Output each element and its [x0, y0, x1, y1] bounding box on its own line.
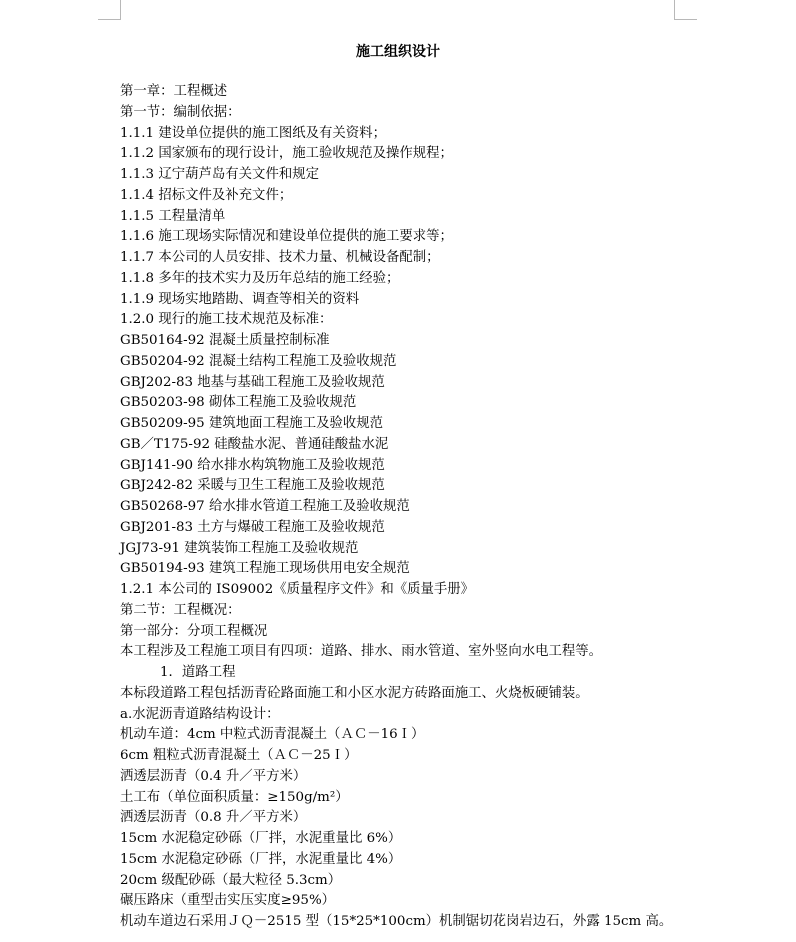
- standard-item: GBJ202-83 地基与基础工程施工及验收规范: [120, 374, 385, 390]
- paragraph: 本标段道路工程包括沥青砼路面施工和小区水泥方砖路面施工、火烧板硬铺装。: [120, 685, 589, 701]
- subsection-heading: 1．道路工程: [160, 665, 236, 680]
- basis-item: 1.1.1 建设单位提供的施工图纸及有关资料；: [120, 125, 386, 141]
- standard-item: GB50209-95 建筑地面工程施工及验收规范: [120, 416, 384, 431]
- section-heading: 第二节：工程概况：: [120, 602, 241, 618]
- paragraph: 本工程涉及工程施工项目有四项：道路、排水、雨水管道、室外竖向水电工程等。: [120, 644, 603, 660]
- standard-item: GB50203-98 砌体工程施工及验收规范: [120, 395, 357, 411]
- structure-layer: 土工布（单位面积质量：≥150g/m²）: [120, 789, 349, 805]
- structure-heading: a.水泥沥青道路结构设计：: [120, 706, 280, 722]
- basis-item: 1.1.2 国家颁布的现行设计，施工验收规范及操作规程；: [120, 146, 453, 162]
- basis-item: 1.1.9 现场实地踏勘、调查等相关的资料: [120, 291, 360, 307]
- document-body: [120, 82, 700, 933]
- part-heading: 第一部分：分项工程概况: [120, 623, 268, 639]
- standard-item: GB50164-92 混凝土质量控制标准: [120, 333, 330, 348]
- structure-layer: 洒透层沥青（0.4 升／平方米）: [120, 768, 307, 784]
- basis-item: 1.2.1 本公司的 IS09002《质量程序文件》和《质量手册》: [120, 582, 475, 597]
- structure-layer: 机动车道：4cm 中粒式沥青混凝土（ＡＣ－16Ｉ）: [120, 727, 425, 743]
- structure-layer: 20cm 级配砂砾（最大粒径 5.3cm）: [120, 872, 342, 888]
- structure-layer: 15cm 水泥稳定砂砾（厂拌，水泥重量比 6%）: [120, 831, 402, 846]
- basis-item: 1.1.6 施工现场实际情况和建设单位提供的施工要求等；: [120, 229, 453, 245]
- structure-layer: 碾压路床（重型击实压实度≥95%）: [120, 893, 336, 909]
- structure-layer: 15cm 水泥稳定砂砾（厂拌，水泥重量比 4%）: [120, 851, 402, 867]
- margin-corner-mark-left: [98, 0, 121, 20]
- standard-item: GB50194-93 建筑工程施工现场供用电安全规范: [120, 561, 410, 577]
- standard-item: GB50268-97 给水排水管道工程施工及验收规范: [120, 499, 410, 514]
- structure-layer: 6cm 粗粒式沥青混凝土（ＡＣ－25Ｉ）: [120, 748, 358, 763]
- standard-item: JGJ73-91 建筑装饰工程施工及验收规范: [120, 540, 359, 556]
- standard-item: GBJ201-83 土方与爆破工程施工及验收规范: [120, 519, 385, 535]
- basis-item: 1.1.5 工程量清单: [120, 208, 226, 224]
- standard-item: GB／T175-92 硅酸盐水泥、普通硅酸盐水泥: [120, 436, 389, 452]
- section-heading: 第一节：编制依据：: [120, 104, 241, 120]
- chapter-heading: 第一章：工程概述: [120, 84, 228, 99]
- basis-item: 1.1.7 本公司的人员安排、技术力量、机械设备配制；: [120, 250, 440, 265]
- basis-item: 1.1.8 多年的技术实力及历年总结的施工经验；: [120, 270, 400, 286]
- structure-layer: 洒透层沥青（0.8 升／平方米）: [120, 810, 307, 826]
- standard-item: GB50204-92 混凝土结构工程施工及验收规范: [120, 353, 397, 369]
- basis-item: 1.1.3 辽宁葫芦岛有关文件和规定: [120, 167, 320, 182]
- basis-item: 1.2.0 现行的施工技术规范及标准：: [120, 312, 333, 328]
- document-title: 施工组织设计: [356, 44, 440, 60]
- standard-item: GBJ141-90 给水排水构筑物施工及验收规范: [120, 457, 385, 473]
- paragraph: 机动车道边石采用ＪＱ－2515 型（15*25*100cm）机制锯切花岗岩边石，外露 15cm 高。: [120, 914, 673, 929]
- margin-corner-mark-right: [674, 0, 697, 20]
- standard-item: GBJ242-82 采暖与卫生工程施工及验收规范: [120, 478, 385, 494]
- basis-item: 1.1.4 招标文件及补充文件；: [120, 187, 293, 203]
